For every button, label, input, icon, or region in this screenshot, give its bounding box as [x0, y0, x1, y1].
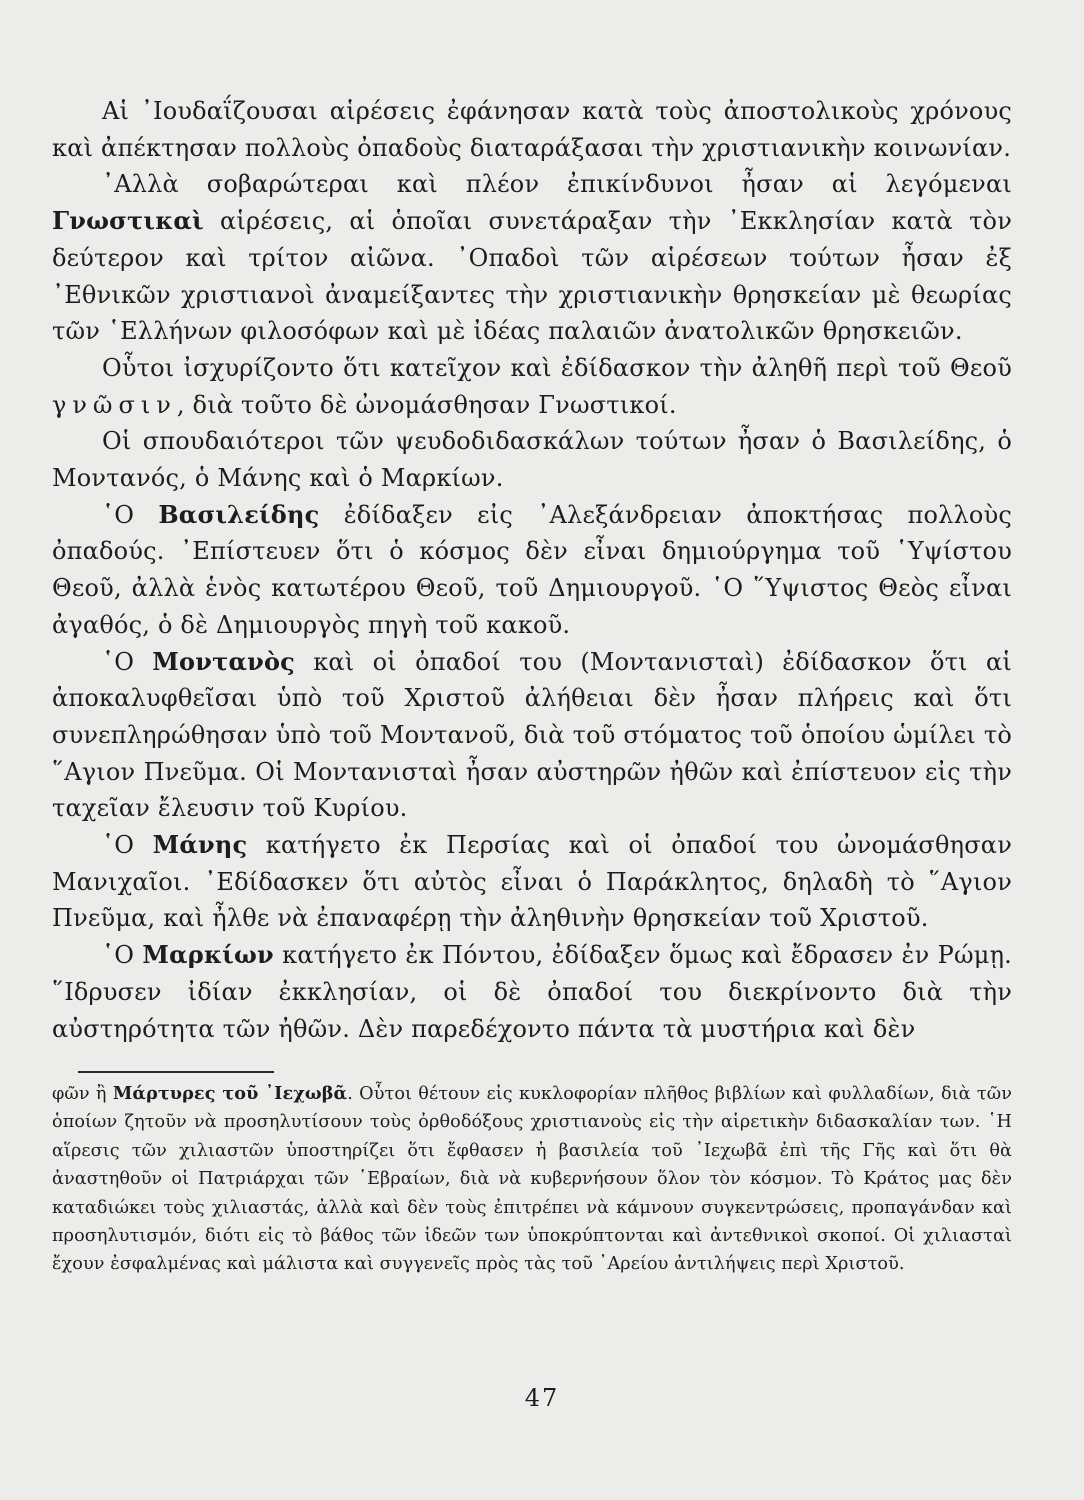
paragraph-mani	[52, 827, 1012, 937]
footnote	[52, 1080, 1012, 1279]
paragraph-text: ῾Ο	[102, 647, 153, 676]
paragraph-gnosis	[52, 350, 1012, 423]
spaced-word-gnosis: γνῶσιν	[52, 390, 177, 419]
footnote-paragraph	[52, 1080, 1012, 1279]
paragraph-text: ῾Ο	[102, 500, 159, 529]
footnote-text: φῶν ἢ	[52, 1084, 113, 1104]
paragraph-text: ῾Ο	[102, 831, 153, 860]
term-gnostics: Γνωστικαὶ	[52, 206, 204, 236]
paragraph-gnostic-heresies	[52, 166, 1012, 350]
footnote-rule	[78, 1071, 274, 1073]
paragraph-text: Οὗτοι ἰσχυρίζοντο ὅτι κατεῖχον καὶ ἐδίδασκον τὴν ἀληθῆ περὶ τοῦ Θεοῦ	[102, 353, 1012, 382]
paragraph-text: Αἱ ᾿Ιουδαΐζουσαι αἱρέσεις ἐφάνησαν κατὰ τοὺς ἀποστολικοὺς χρόνους καὶ ἀπέκτησαν πολλοὺς ὀπαδοὺς διαταράξασαι τὴν χριστιανικὴν κοινωνίαν.	[52, 97, 1012, 162]
paragraph-text: Οἱ σπουδαιότεροι τῶν ψευδοδιδασκάλων τούτων ἦσαν ὁ Βασιλείδης, ὁ Μοντανός, ὁ Μάνης καὶ ὁ Μαρκίων.	[52, 427, 1012, 493]
main-text	[52, 93, 1012, 1047]
footnote-text: . Οὗτοι θέτουν εἰς κυκλοφορίαν πλῆθος βιβλίων καὶ φυλλαδίων, διὰ τῶν ὁποίων ζητοῦν νὰ προσηλυτίσουν τοὺς ὀρθοδόξους χριστιανοὺς εἰς τὴν αἱρετικὴν διδασκαλίαν των. ῾Η αἵρεσις τῶν χιλιαστῶν ὑποστηρίζει ὅτι ἔφθασεν ἡ βασιλεία τοῦ ᾿Ιεχωβᾶ ἐπὶ τῆς Γῆς καὶ ὅτι θὰ ἀναστηθοῦν οἱ Πατριάρχαι τῶν ῾Εβραίων, διὰ νὰ κυβερνήσουν ὅλον τὸν κόσμον. Τὸ Κράτος μας δὲν καταδιώκει τοὺς χιλιαστάς, ἀλλὰ καὶ δὲν τοὺς ἐπιτρέπει νὰ κάμνουν συγκεντρώσεις, προπαγάνδαν καὶ προσηλυτισμόν, διότι εἰς τὸ βάθος τῶν ἰδεῶν των ὑποκρύπτονται καὶ ἀντεθνικοὶ σκοποί. Οἱ χιλιασταὶ ἔχουν ἐσφαλμένας καὶ μάλιστα καὶ συγγενεῖς πρὸς τὰς τοῦ ᾿Αρείου ἀντιλήψεις περὶ Χριστοῦ.	[52, 1084, 1013, 1275]
paragraph-text: ῾Ο	[102, 941, 143, 970]
paragraph-judaizing-heresies	[52, 93, 1012, 166]
paragraph-marcion	[52, 937, 1012, 1047]
paragraph-text: κατήγετο ἐκ Πόντου, ἐδίδαξεν ὅμως καὶ ἔδρασεν ἐν Ρώμῃ. ῞Ιδρυσεν ἰδίαν ἐκκλησίαν, οἱ δὲ ὀπαδοί του διεκρίνοντο διὰ τὴν αὐστηρότητα τῶν ἠθῶν. Δὲν παρεδέχοντο πάντα τὰ μυστήρια καὶ δὲν	[52, 941, 1013, 1043]
page-number: 47	[524, 1384, 560, 1412]
paragraph-text: , διὰ τοῦτο δὲ ὠνομάσθησαν Γνωστικοί.	[176, 390, 677, 419]
paragraph-text: ἐδίδαξεν εἰς ᾿Αλεξάνδρειαν ἀποκτήσας πολλοὺς ὀπαδούς. ᾿Επίστευεν ὅτι ὁ κόσμος δὲν εἶναι δημιούργημα τοῦ ῾Υψίστου Θεοῦ, ἀλλὰ ἑνὸς κατωτέρου Θεοῦ, τοῦ Δημιουργοῦ. ῾Ο ῞Υψιστος Θεὸς εἶναι ἀγαθός, ὁ δὲ Δημιουργὸς πηγὴ τοῦ κακοῦ.	[52, 500, 1013, 639]
name-marcion: Μαρκίων	[142, 940, 274, 970]
name-basilides: Βασιλείδης	[158, 499, 320, 529]
paragraph-text: ᾿Αλλὰ σοβαρώτεραι καὶ πλέον ἐπικίνδυνοι ἦσαν αἱ λεγόμεναι	[102, 170, 1012, 199]
term-jehovahs-witnesses: Μάρτυρες τοῦ ᾿Ιεχωβᾶ	[112, 1083, 348, 1104]
paragraph-text: αἱρέσεις, αἱ ὁποῖαι συνετάραξαν τὴν ᾿Εκκλησίαν κατὰ τὸν δεύτερον καὶ τρίτον αἰῶνα. ᾿Οπαδοὶ τῶν αἱρέσεων τούτων ἦσαν ἐξ ᾿Εθνικῶν χριστιανοὶ ἀναμείξαντες τὴν χριστιανικὴν θρησκείαν μὲ θεωρίας τῶν ῾Ελλήνων φιλοσόφων καὶ μὲ ἰδέας παλαιῶν ἀνατολικῶν θρησκειῶν.	[52, 207, 1012, 346]
name-mani: Μάνης	[152, 830, 248, 860]
name-montanus: Μοντανὸς	[152, 646, 295, 676]
paragraph-text: καὶ οἱ ὀπαδοί του (Μοντανισταὶ) ἐδίδασκον ὅτι αἱ ἀποκαλυφθεῖσαι ὑπὸ τοῦ Χριστοῦ ἀλήθειαι δὲν ἦσαν πλήρεις καὶ ὅτι συνεπληρώθησαν ὑπὸ τοῦ Μοντανοῦ, διὰ τοῦ στόματος τοῦ ὁποίου ὡμίλει τὸ ῞Αγιον Πνεῦμα. Οἱ Μοντανισταὶ ἦσαν αὐστηρῶν ἠθῶν καὶ ἐπίστευον εἰς τὴν ταχεῖαν ἔλευσιν τοῦ Κυρίου.	[52, 647, 1012, 823]
paragraph-false-teachers	[52, 423, 1012, 496]
paragraph-basilides	[52, 497, 1012, 644]
paragraph-text: κατήγετο ἐκ Περσίας καὶ οἱ ὀπαδοί του ὠνομάσθησαν Μανιχαῖοι. ᾿Εδίδασκεν ὅτι αὐτὸς εἶναι ὁ Παράκλητος, δηλαδὴ τὸ ῞Αγιον Πνεῦμα, καὶ ἦλθε νὰ ἐπαναφέρῃ τὴν ἀληθινὴν θρησκείαν τοῦ Χριστοῦ.	[52, 831, 1013, 933]
paragraph-montanus	[52, 644, 1012, 828]
